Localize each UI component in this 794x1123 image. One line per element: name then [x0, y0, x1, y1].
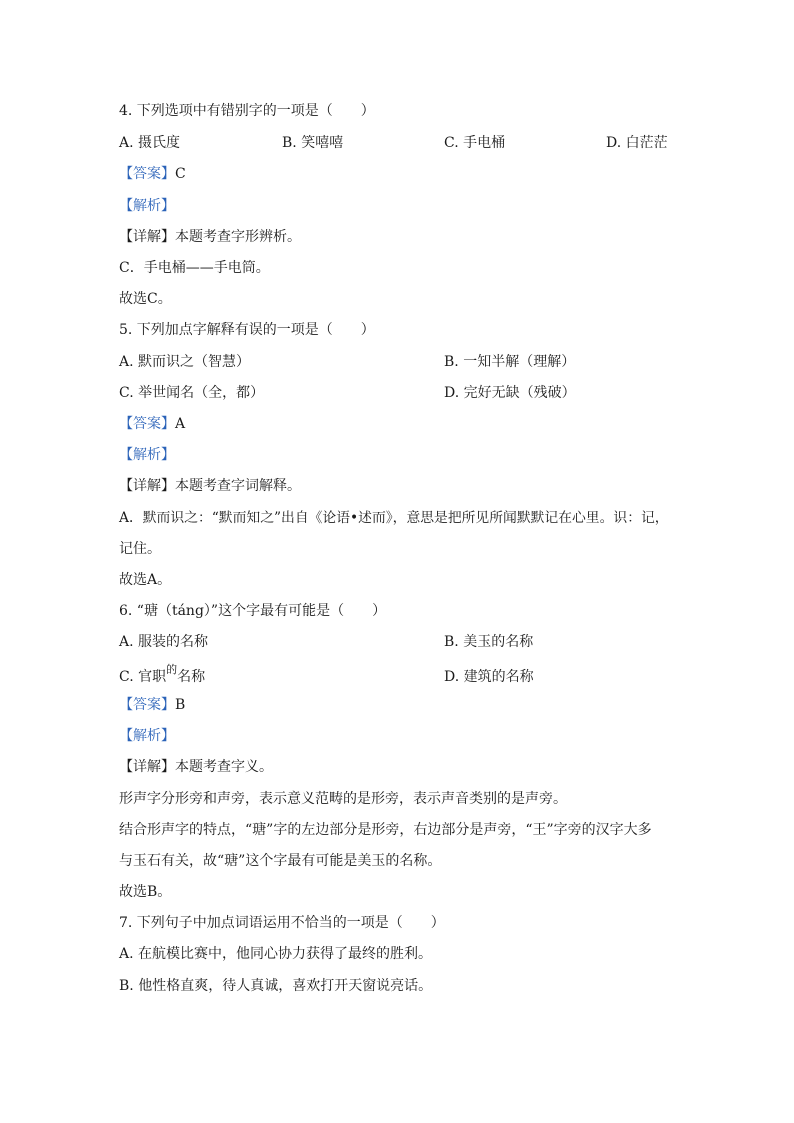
option-c-sup: 的	[166, 663, 178, 676]
q6-analysis-tag: 【解析】	[119, 728, 175, 744]
q5-analysis-tag: 【解析】	[119, 447, 175, 463]
q5-option-b: B. 一知半解（理解）	[444, 354, 576, 370]
q5-stem: 5. 下列加点字解释有误的一项是（ ）	[119, 322, 375, 338]
q4-analysis-tag: 【解析】	[119, 198, 175, 214]
detail-tag: 【详解】	[119, 759, 175, 775]
q4-explain: C．手电桶——手电筒。	[119, 260, 270, 276]
q7-stem: 7. 下列句子中加点词语运用不恰当的一项是（ ）	[119, 915, 445, 931]
q6-explain-line-2: 结合形声字的特点，“瑭”字的左边部分是形旁，右边部分是声旁，“王”字旁的汉字大多	[119, 822, 652, 838]
q4-option-a: A. 摄氏度	[119, 135, 181, 151]
q4-detail	[119, 227, 301, 247]
q6-option-a: A. 服装的名称	[119, 634, 209, 650]
q6-conclusion: 故选B。	[119, 884, 172, 900]
answer-value: C	[175, 166, 186, 182]
q6-detail	[119, 757, 273, 777]
answer-tag: 【答案】	[119, 416, 175, 432]
q4-answer	[119, 164, 186, 184]
q5-explain-line-1: A．默而识之：“默而知之”出自《论语•述而》，意思是把所见所闻默默记在心里。识：记，	[119, 510, 669, 526]
q4-stem: 4. 下列选项中有错别字的一项是（ ）	[119, 103, 375, 119]
detail-tag: 【详解】	[119, 229, 175, 245]
q6-stem: 6. “瑭（táng）”这个字最有可能是（ ）	[119, 603, 387, 619]
answer-value: B	[175, 697, 186, 713]
detail-text: 本题考查字形辨析。	[175, 229, 301, 245]
q4-option-b: B. 笑嘻嘻	[282, 135, 344, 151]
q6-option-d: D. 建筑的名称	[444, 669, 534, 685]
detail-text: 本题考查字义。	[175, 759, 273, 775]
q5-option-a: A. 默而识之（智慧）	[119, 354, 251, 370]
q5-explain-line-2: 记住。	[119, 541, 161, 557]
q7-option-a: A. 在航模比赛中，他同心协力获得了最终的胜利。	[119, 946, 433, 962]
q4-option-c: C. 手电桶	[444, 135, 506, 151]
answer-tag: 【答案】	[119, 697, 175, 713]
q6-option-c	[119, 663, 206, 688]
q5-conclusion: 故选A。	[119, 572, 172, 588]
q4-option-d: D. 白茫茫	[606, 135, 668, 151]
q5-option-d: D. 完好无缺（残破）	[444, 385, 576, 401]
detail-tag: 【详解】	[119, 478, 175, 494]
answer-tag: 【答案】	[119, 166, 175, 182]
q6-answer	[119, 695, 185, 715]
option-c-tail: 名称	[177, 669, 206, 685]
answer-value: A	[175, 416, 186, 432]
detail-text: 本题考查字词解释。	[175, 478, 301, 494]
q6-explain-line-1: 形声字分形旁和声旁，表示意义范畴的是形旁，表示声音类别的是声旁。	[119, 791, 567, 807]
q5-answer	[119, 414, 185, 434]
q6-explain-line-3: 与玉石有关，故“瑭”这个字最有可能是美玉的名称。	[119, 853, 442, 869]
q5-option-c: C. 举世闻名（全，都）	[119, 385, 265, 401]
q6-option-b: B. 美玉的名称	[444, 634, 534, 650]
q5-detail	[119, 476, 301, 496]
q7-option-b: B. 他性格直爽，待人真诚，喜欢打开天窗说亮话。	[119, 978, 433, 994]
q4-conclusion: 故选C。	[119, 291, 172, 307]
option-c-text: C. 官职	[119, 669, 167, 685]
